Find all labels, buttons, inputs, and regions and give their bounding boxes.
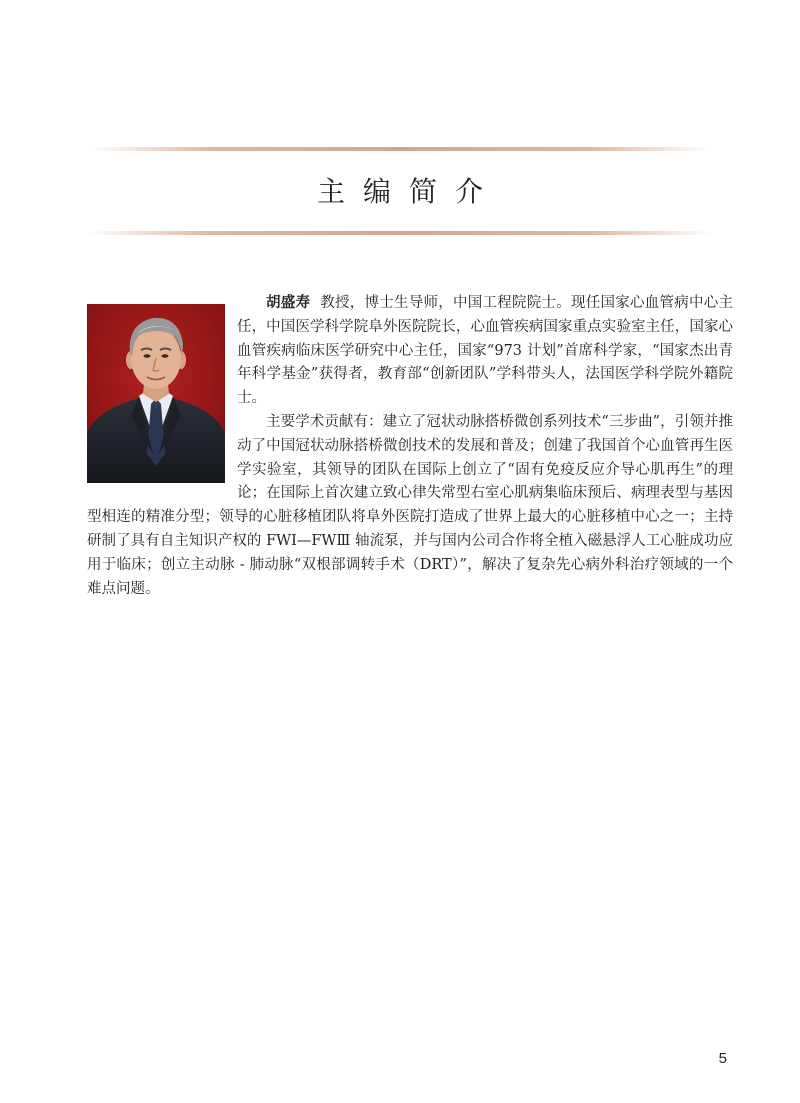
page-title: 主编简介 [316,175,501,208]
bottom-decorative-rule [88,231,712,235]
portrait-spacer [87,291,237,485]
bio-text: 教授，博士生导师，中国工程院院士。现任国家心血管病中心主任，中国医学科学院阜外医院院长，心血管疾病国家重点实验室主任，国家心血管疾病临床医学研究中心主任，国家“973 计划”首席科学家，“国家杰出青年科学基金”获得者，教育部“创新团队”学科带头人，法国医学科学院外籍院士。 [237,295,733,407]
editor-biography [87,291,733,601]
top-decorative-rule [88,147,712,151]
contributions-paragraph: 主要学术贡献有：建立了冠状动脉搭桥微创系列技术“三步曲”，引领并推动了中国冠状动脉搭桥微创技术的发展和普及；创建了我国首个心血管再生医学实验室，其领导的团队在国际上创立了“固有免疫反应介导心肌再生”的理论；在国际上首次建立致心律失常型右室心肌病集临床预后、病理表型与基因型相连的精准分型；领导的心脏移植团队将阜外医院打造成了世界上最大的心脏移植中心之一；主持研制了具有自主知识产权的 FWⅠ—FWⅢ 轴流泵，并与国内公司合作将全植入磁悬浮人工心脏成功应用于临床；创立主动脉 - 肺动脉“双根部调转手术（DRT）”，解决了复杂先心病外科治疗领域的一个难点问题。 [87,413,733,597]
editor-name: 胡盛寿 [266,294,311,311]
page-number: 5 [718,1050,727,1067]
